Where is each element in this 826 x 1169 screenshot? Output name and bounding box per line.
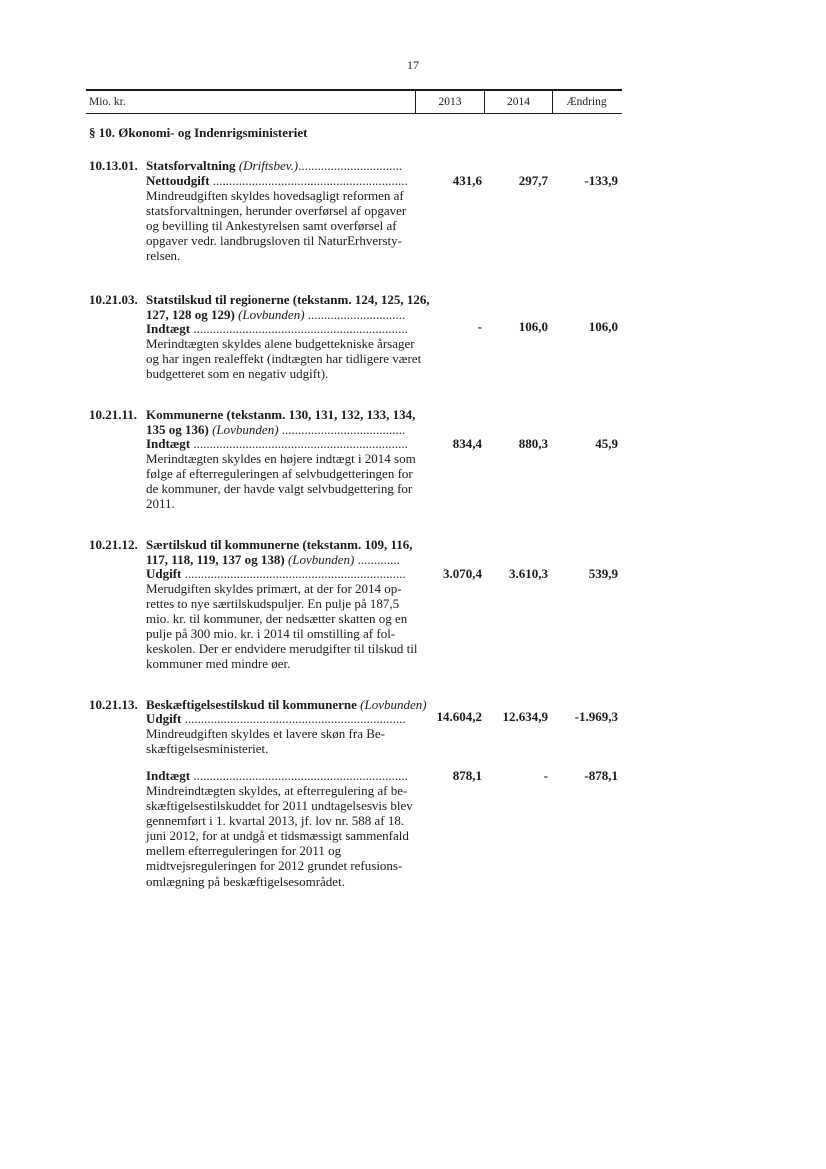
title-text: 117, 118, 119, 137 og 138)	[146, 552, 288, 567]
chapter-heading: § 10. Økonomi- og Indenrigsministeriet	[89, 125, 308, 140]
value-change: 45,9	[595, 436, 618, 451]
value-change: -133,9	[584, 173, 618, 188]
row-label: Nettoudgift ............................................................	[146, 173, 408, 188]
title-text: 127, 128 og 129)	[146, 307, 239, 322]
account-title-line: Særtilskud til kommunerne (tekstanm. 109, 116,	[146, 537, 413, 552]
leader-dots: ............................................................	[212, 173, 408, 188]
value-2014: 106,0	[518, 319, 548, 334]
value-2014: 880,3	[518, 436, 548, 451]
value-2013: 14.604,2	[436, 709, 482, 724]
title-dots: ......................................	[281, 422, 406, 437]
title-tag: (Driftsbev.)	[238, 158, 299, 173]
account-title-line: Statstilskud til regionerne (tekstanm. 124, 125, 126,	[146, 292, 430, 307]
account-number: 10.21.11.	[89, 407, 138, 422]
header-top-rule	[86, 89, 622, 91]
value-2013: 834,4	[452, 436, 482, 451]
value-change: 106,0	[588, 319, 618, 334]
value-2014: 3.610,3	[509, 566, 548, 581]
title-text: Beskæftigelsestilskud til kommunerne	[146, 697, 361, 712]
title-tag: (Lovbunden)	[238, 307, 305, 322]
account-number: 10.13.01.	[89, 158, 138, 173]
value-change: -878,1	[584, 768, 618, 783]
explanation-text: Merindtægten skyldes alene budgettekniske årsager og har ingen realeffekt (indtægten har tidligere været budgetteret som en negativ udgift).	[146, 336, 422, 382]
title-tag: (Lovbunden)	[212, 422, 279, 437]
value-2014: 297,7	[518, 173, 548, 188]
row-label: Udgift ....................................................................	[146, 566, 406, 581]
title-tag: (Lovbunden)	[360, 697, 427, 712]
leader-dots: ..................................................................	[193, 436, 408, 451]
value-2014: 12.634,9	[502, 709, 548, 724]
account-number: 10.21.03.	[89, 292, 138, 307]
value-change: -1.969,3	[574, 709, 618, 724]
account-number: 10.21.12.	[89, 537, 138, 552]
explanation-text: Merindtægten skyldes en højere indtægt i 2014 som følge af efterreguleringen af selvbudgetteringen for de kommuner, der havde valgt selvbudgettering for 2011.	[146, 451, 416, 512]
title-dots: .............	[357, 552, 400, 567]
title-text: 135 og 136)	[146, 422, 213, 437]
row-label: Udgift ....................................................................	[146, 711, 406, 726]
explanation-text: Mindreindtægten skyldes, at efterregulering af beskæftigelsestilskuddet for 2011 undtagelsesvis blev gennemført i 1. kvartal 2013, jf. lov nr. 588 af 18. juni 2012, for at undgå et tidsmæssigt sammenfald mellem efterreguleringen for 2011 og midtvejsreguleringen for 2012 grundet refusionsomlægning på beskæftigelsesområdet.	[146, 783, 413, 889]
account-number: 10.21.13.	[89, 697, 138, 712]
title-dots: ................................	[298, 158, 403, 173]
value-2014: -	[543, 768, 548, 783]
value-2013: -	[477, 319, 482, 334]
title-tag: (Lovbunden)	[287, 552, 355, 567]
page-number: 17	[407, 58, 419, 72]
header-col-2013: 2013	[438, 96, 462, 108]
leader-dots: ....................................................................	[184, 566, 406, 581]
leader-dots: ..................................................................	[193, 768, 408, 783]
row-label: Indtægt ..................................................................	[146, 436, 408, 451]
leader-dots: ....................................................................	[184, 711, 406, 726]
header-col-2014: 2014	[507, 96, 530, 108]
explanation-text: Merudgiften skyldes primært, at der for 2014 oprettes to nye særtilskudspuljer. En pulje på 187,5 mio. kr. til kommuner, der nedsætter skatten og en pulje på 300 mio. kr. i 2014 til omstilling af folkeskolen. Der er endvidere merudgifter til tilskud til kommuner med mindre øer.	[146, 581, 418, 672]
header-bottom-rule	[86, 113, 622, 114]
explanation-text: Mindreudgiften skyldes et lavere skøn fra Beskæftigelsesministeriet.	[146, 726, 385, 757]
value-2013: 3.070,4	[443, 566, 482, 581]
leader-dots: ..................................................................	[193, 321, 408, 336]
header-col-change: Ændring	[566, 96, 607, 108]
title-text: Statsforvaltning	[146, 158, 239, 173]
row-label: Indtægt ..................................................................	[146, 321, 408, 336]
title-dots: ..............................	[307, 307, 406, 322]
account-title-line: Kommunerne (tekstanm. 130, 131, 132, 133, 134,	[146, 407, 416, 422]
explanation-text: Mindreudgiften skyldes hovedsagligt reformen af statsforvaltningen, herunder overførsel af opgaver og bevilling til Ankestyrelsen samt overførsel af opgaver vedr. landbrugsloven til NaturErhverstyrelsen.	[146, 188, 407, 264]
value-2013: 431,6	[452, 173, 482, 188]
header-unit: Mio. kr.	[89, 96, 126, 108]
account-title	[146, 158, 402, 174]
value-change: 539,9	[588, 566, 618, 581]
row-label: Indtægt ..................................................................	[146, 768, 408, 783]
value-2013: 878,1	[452, 768, 482, 783]
